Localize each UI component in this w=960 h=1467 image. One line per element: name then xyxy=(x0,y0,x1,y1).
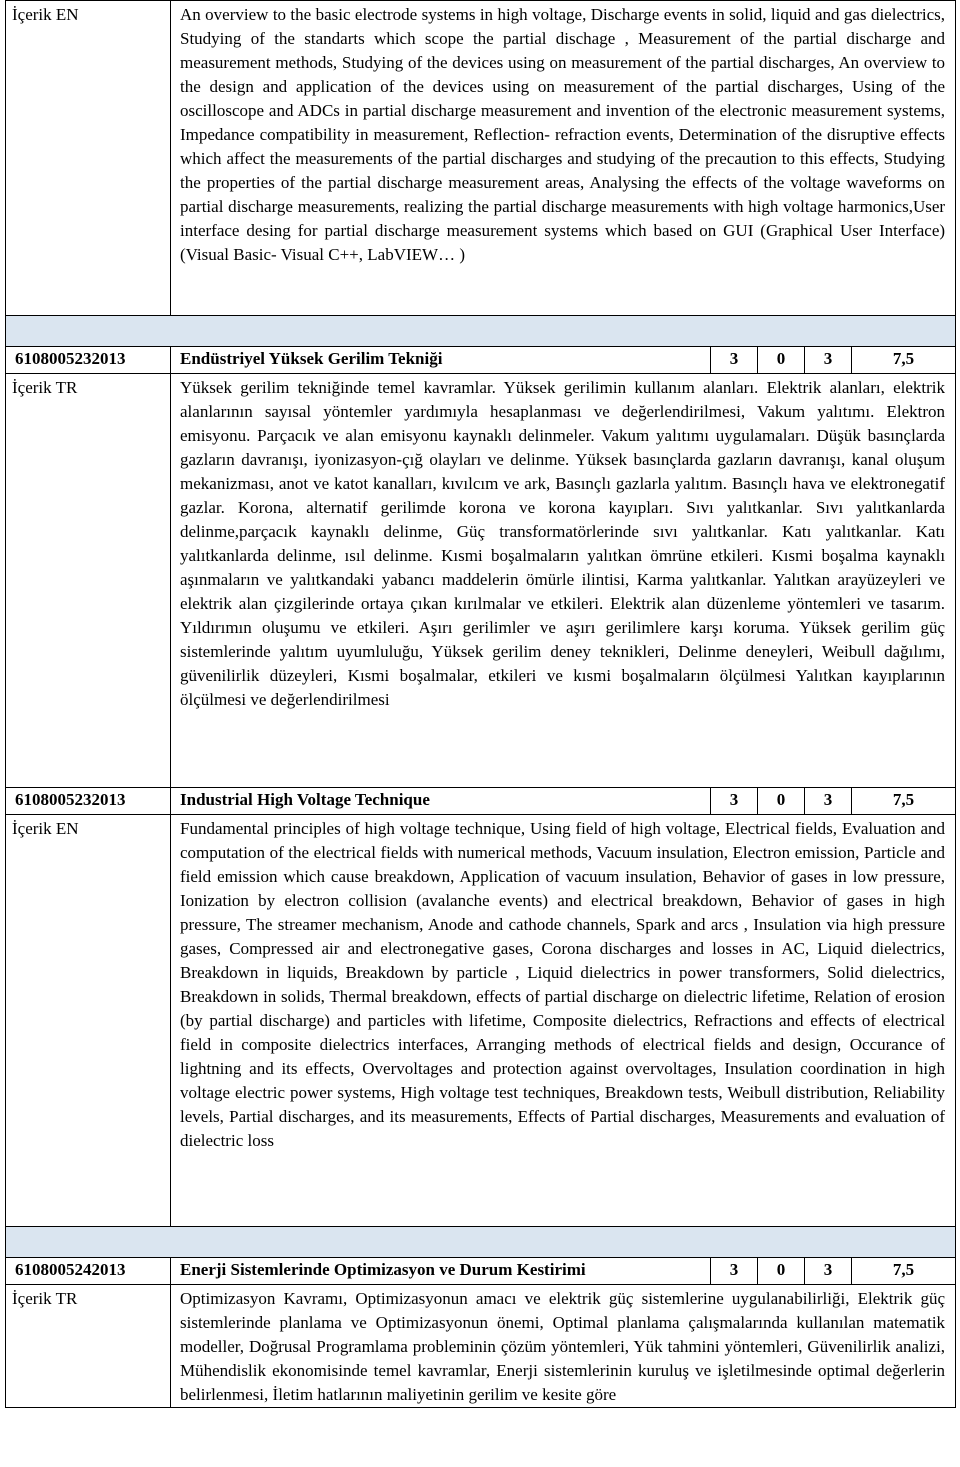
course-practice-hours: 0 xyxy=(758,788,805,815)
course-practice-hours: 0 xyxy=(758,1258,805,1285)
content-text: Yüksek gerilim tekniğinde temel kavramlar. Yüksek gerilimin kullanım alanları. Elektrik alanları, elektrik alanlarının sayısal yöntemler yardımıyla hesaplanması ve değerlendirilmesi, Vakum yalıtımı. Elektron emisyonu. Parçacık ve alan emisyonu kaynaklı delinmeler. Vakum yalıtımı uygulamaları. Düşük basınçlarda gazların davranışı, iyonizasyon-çığ olayları ve delinme. Yüksek basınçlarda gazların davranışı, kanal oluşum mekanizması, anot ve katot kanalları, kıvılcım ve ark, Basınçlı gazlarla yalıtım. Basınçlı hava ve elektronegatif gazlar. Korona, alternatif gerilimde korona ve korona kayıpları. Sıvı yalıtkanlar. Sıvı yalıtkanlarda delinme,parçacık kaynaklı delinme, Güç transformatörlerinde sıvı yalıtkanlar. Katı yalıtkanlar. Katı yalıtkanlarda delinme, ısıl delinme. Kısmi boşalmaların yalıtkan ömrüne etkileri. Kısmi boşalma kaynaklı aşınmaların ve yalıtkandaki yabancı maddelerin ömürle ilintisi, Karma yalıtkanlar. Yalıtkan arayüzeyleri ve elektrik alan çizgilerinde ortaya çıkan kırılmalar ve etkileri. Elektrik alan düzenleme yöntemleri ve tasarım. Yıldırımın oluşumu ve etkileri. Aşırı gerilimler ve aşırı gerilimlere karşı koruma. Yüksek gerilim güç sistemlerinde yalıtım uyumluluğu, Yüksek gerilim deney teknikleri, Delinme deneyleri, Weibull dağılımı, güvenilirlik düzeyleri, Kısmi boşalmalar, etkileri ve kısmi boşalmaların ölçülmesi Yalıtkan kayıplarının ölçülmesi ve değerlendirilmesi xyxy=(171,374,956,788)
content-label: İçerik EN xyxy=(6,815,171,1227)
content-row xyxy=(6,815,956,1227)
content-text: Fundamental principles of high voltage technique, Using field of high voltage, Electrical fields, Evaluation and computation of the electrical fields with numerical methods, Vacuum insulation, Electron emission, Particle and field emission which cause breakdown, Application of vacuum insulation, Behavior of gases in low pressure, Ionization by electron collision (avalanche events) and electrical breakdown, Behavior of gases in high pressure, The streamer mechanism, Anode and cathode channels, Spark and arcs , Insulation via high pressure gases, Compressed air and electronegative gases, Corona discharges and losses in AC, Liquid dielectrics, Breakdown in liquids, Breakdown by particle , Liquid dielectrics in power transformers, Solid dielectrics, Breakdown in solids, Thermal breakdown, effects of partial discharge on dielectric lifetime, Relation of erosion (by partial discharge) and particles with lifetime, Composite dielectrics, Refractions and effects of electrical field in composite dielectrics interfaces, Arranging methods of electrical fields and design, Occurance of lightning and its effects, Overvoltages and protection against overvoltages, Insulation coordination in high voltage electric power systems, High voltage test techniques, Breakdown tests, Weibull distribution, Reliability levels, Partial discharges, and its measurements, Effects of Partial discharges, Measurements and evaluation of dielectric loss xyxy=(171,815,956,1227)
course-name: Enerji Sistemlerinde Optimizasyon ve Durum Kestirimi xyxy=(171,1258,711,1285)
course-code: 6108005242013 xyxy=(6,1258,171,1285)
course-code: 6108005232013 xyxy=(6,788,171,815)
course-credits: 3 xyxy=(805,347,852,374)
course-practice-hours: 0 xyxy=(758,347,805,374)
course-name: Endüstriyel Yüksek Gerilim Tekniği xyxy=(171,347,711,374)
course-theory-hours: 3 xyxy=(711,347,758,374)
separator-row xyxy=(6,1227,956,1258)
content-text: Optimizasyon Kavramı, Optimizasyonun amacı ve elektrik güç sistemlerine uygulanabilirliği, Elektrik güç sistemlerinde planlama ve Optimizasyonun önemi, Optimal planlama çalışmalarında kullanılan matematik modeller, Doğrusal Programlama probleminin çözüm yöntemleri, Yük tahmini yöntemleri, Güvenilirlik analizi, Mühendislik ekonomisinde temel kavramlar, Enerji sistemlerinin kuruluş ve işletilmesinde optimal değerlerin belirlenmesi, İletim hatlarının maliyetinin gerilim ve kesite göre xyxy=(171,1285,956,1408)
course-header-row xyxy=(6,1258,956,1285)
content-text: An overview to the basic electrode systems in high voltage, Discharge events in solid, liquid and gas dielectrics, Studying of the standarts which scope the partial dischage , Measurement of the partial discharge and measurement methods, Studying of the devices using on measurement of the partial discharges, An overview to the design and application of the devices using on measurement of the partial discharges, Using of the oscilloscope and ADCs in partial discharge measurement and invention of the electronic measurement systems, Impedance compatibility in measurement, Reflection- refraction events, Determination of the disruptive effects which affect the measurements of the partial discharges and studying of the precaution to this effects, Studying the properties of the partial discharge measurement areas, Analysing the effects of the voltage waveforms on partial discharge measurements, realizing the partial discharge measurements with high voltage harmonics,User interface desing for partial discharge measurement systems which based on GUI (Graphical User Interface) (Visual Basic- Visual C++, LabVIEW… ) xyxy=(171,1,956,316)
content-row xyxy=(6,374,956,788)
course-ects: 7,5 xyxy=(852,347,956,374)
course-ects: 7,5 xyxy=(852,1258,956,1285)
course-header-row xyxy=(6,788,956,815)
course-ects: 7,5 xyxy=(852,788,956,815)
course-header-row xyxy=(6,347,956,374)
course-theory-hours: 3 xyxy=(711,1258,758,1285)
course-code: 6108005232013 xyxy=(6,347,171,374)
content-label: İçerik TR xyxy=(6,1285,171,1408)
course-name: Industrial High Voltage Technique xyxy=(171,788,711,815)
course-content-table xyxy=(5,0,956,1408)
course-credits: 3 xyxy=(805,1258,852,1285)
separator-row xyxy=(6,316,956,347)
content-row xyxy=(6,1,956,316)
course-theory-hours: 3 xyxy=(711,788,758,815)
content-label: İçerik EN xyxy=(6,1,171,316)
content-label: İçerik TR xyxy=(6,374,171,788)
content-row xyxy=(6,1285,956,1408)
course-credits: 3 xyxy=(805,788,852,815)
